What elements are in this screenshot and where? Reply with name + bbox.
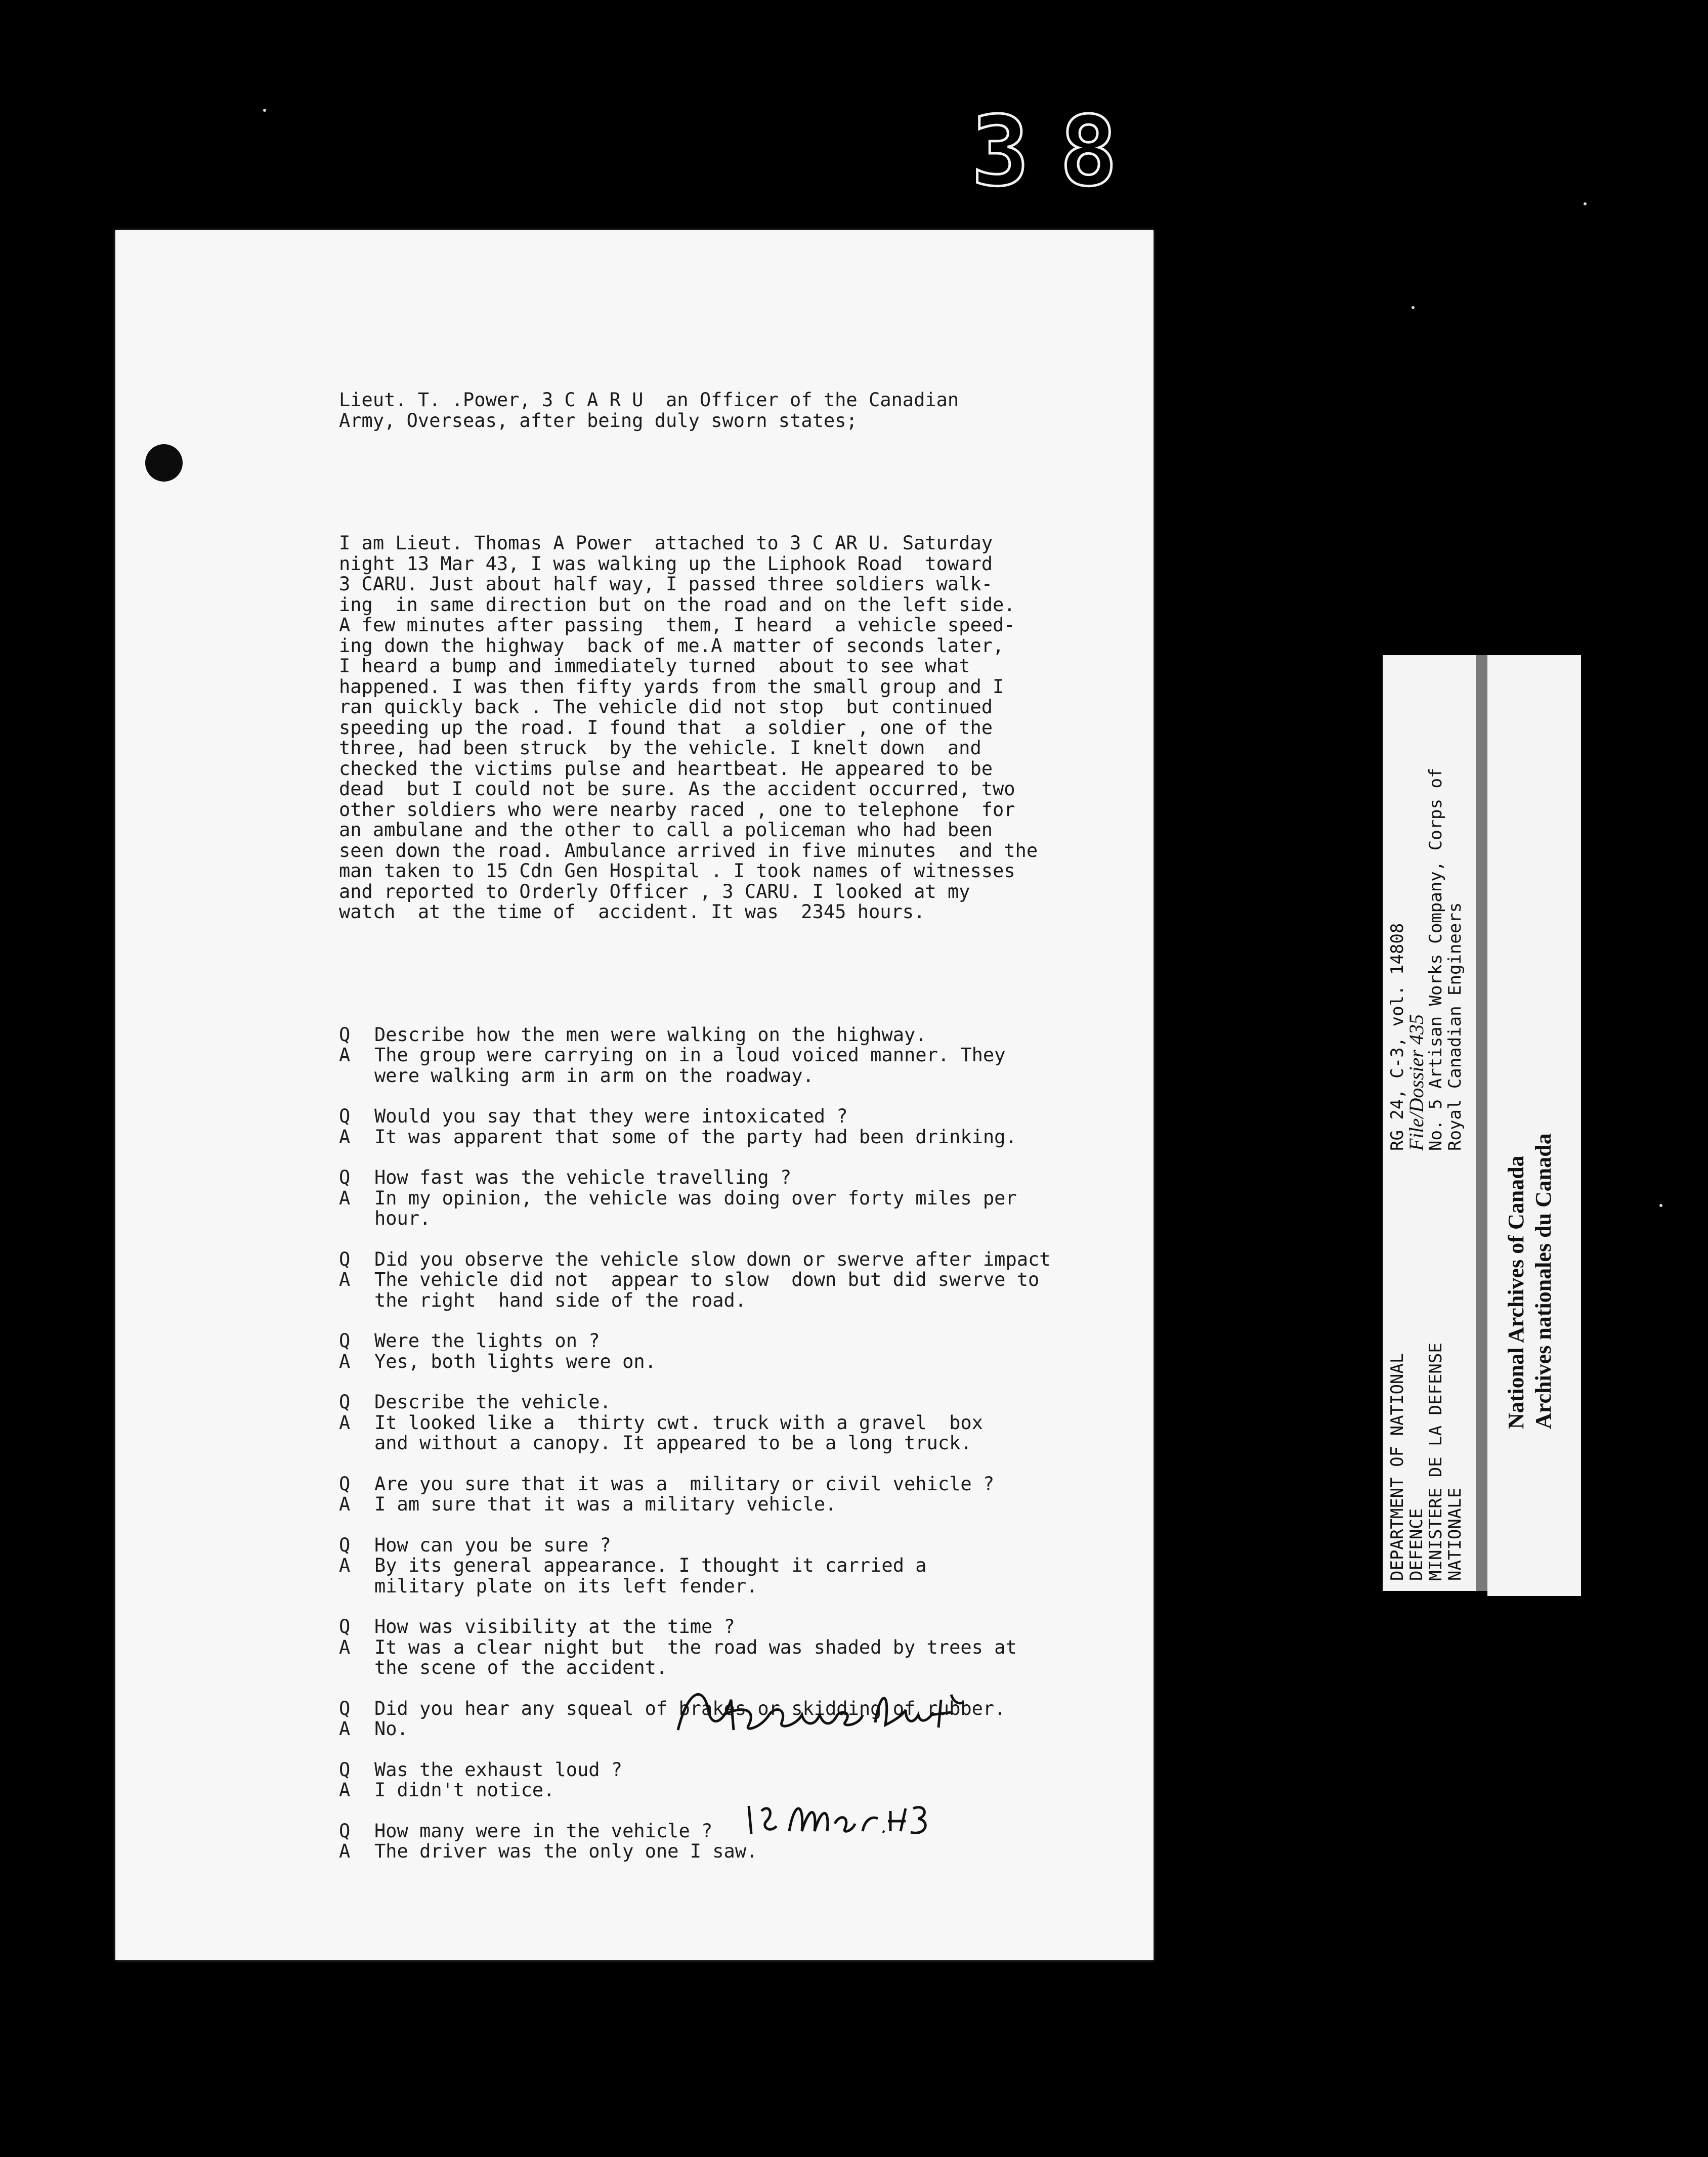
question-marker: Q (339, 1758, 351, 1781)
question-marker: Q (339, 1697, 351, 1719)
answer-text: The vehicle did not appear to slow down but did swerve to the right hand side of the road. (374, 1269, 1040, 1311)
qa-item (339, 1821, 1133, 1862)
question-row (339, 1474, 1133, 1495)
answer-marker: A (339, 1636, 351, 1658)
question-row (339, 1821, 1133, 1842)
answer-marker: A (339, 1269, 351, 1290)
question-row (339, 1249, 1133, 1270)
question-row (339, 1535, 1133, 1556)
qa-item (339, 1474, 1133, 1515)
answer-text: No. (374, 1718, 408, 1740)
question-text: Was the exhaust loud ? (374, 1758, 623, 1781)
answer-text: It looked like a thirty cwt. truck with a gravel box and without a canopy. It appeared to be a long truck. (374, 1411, 983, 1454)
archive-name-en: National Archives of Canada (1504, 1155, 1528, 1429)
qa-item (339, 1106, 1133, 1147)
label-divider (1476, 655, 1488, 1591)
question-marker: Q (339, 1616, 351, 1637)
answer-row (339, 1127, 1133, 1148)
question-marker: Q (339, 1023, 351, 1046)
answer-marker: A (339, 1840, 351, 1862)
archive-name-fr: Archives nationales du Canada (1531, 1133, 1556, 1429)
answer-row (339, 1637, 1133, 1678)
question-row (339, 1025, 1133, 1046)
question-row (339, 1760, 1133, 1781)
qa-item (339, 1168, 1133, 1229)
answer-row (339, 1188, 1133, 1229)
answer-text: I am sure that it was a military vehicle. (374, 1493, 837, 1515)
qa-item (339, 1392, 1133, 1454)
punch-hole (145, 444, 183, 482)
signature (668, 1679, 981, 1740)
question-row (339, 1331, 1133, 1352)
answer-text: I didn't notice. (374, 1779, 555, 1801)
question-marker: Q (339, 1105, 351, 1127)
question-marker: Q (339, 1391, 351, 1413)
answer-marker: A (339, 1411, 351, 1434)
qa-item (339, 1331, 1133, 1372)
question-marker: Q (339, 1473, 351, 1495)
answer-row (339, 1556, 1133, 1597)
answer-text: It was apparent that some of the party had been drinking. (374, 1126, 1017, 1148)
answer-row (339, 1270, 1133, 1311)
qa-item (339, 1535, 1133, 1597)
question-text: How fast was the vehicle travelling ? (374, 1167, 792, 1188)
frame-number: 38 (971, 96, 1148, 207)
statement-text (339, 349, 1133, 1903)
question-text: Were the lights on ? (374, 1330, 600, 1352)
question-marker: Q (339, 1167, 351, 1188)
answer-marker: A (339, 1555, 351, 1576)
answer-row (339, 1780, 1133, 1801)
question-text: Did you observe the vehicle slow down or swerve after impact (374, 1248, 1051, 1270)
answer-marker: A (339, 1718, 351, 1740)
answer-text: In my opinion, the vehicle was doing over forty miles per hour. (374, 1187, 1017, 1229)
question-text: How can you be sure ? (374, 1534, 611, 1556)
question-text: Did you hear any squeal of brakes or skidding of rubber. (374, 1697, 1006, 1719)
answer-row (339, 1045, 1133, 1086)
answer-text: Yes, both lights were on. (374, 1350, 656, 1372)
signature-date (739, 1786, 931, 1841)
answer-row (339, 1494, 1133, 1515)
question-text: How was visibility at the time ? (374, 1616, 735, 1637)
statement-paragraph: I am Lieut. Thomas A Power attached to 3 C AR U. Saturday night 13 Mar 43, I was walking up the Liphook Road toward 3 CARU. Just about half way, I passed three soldiers walk- ing in same direction but on the road and on the left side. A few minutes after passing them, I heard a vehicle speed- ing down the highway back of me.A matter of seconds later, I heard a bump and immediately turned about to see what happened. I was then fifty yards from the small group and I ran quickly back . The vehicle did not stop but continued speeding up the road. I found that a soldier , one of the three, had been struck by the vehicle. I knelt down and checked the victims pulse and heartbeat. He appeared to be dead but I could not be sure. As the accident occurred, two other soldiers who were nearby raced , one to telephone for an ambulane and the other to call a policeman who had been seen down the road. Ambulance arrived in five minutes and the man taken to 15 Cdn Gen Hospital . I took names of witnesses and reported to Orderly Officer , 3 CARU. I looked at my watch at the time of accident. It was 2345 hours. (339, 532, 1038, 923)
answer-marker: A (339, 1187, 351, 1209)
question-marker: Q (339, 1534, 351, 1556)
question-text: Are you sure that it was a military or civil vehicle ? (374, 1473, 995, 1495)
national-archives-label (1487, 655, 1581, 1596)
question-text: Describe the vehicle. (374, 1391, 611, 1413)
answer-text: It was a clear night but the road was shaded by trees at the scene of the accident. (374, 1636, 1017, 1678)
question-text: Would you say that they were intoxicated ? (374, 1105, 848, 1127)
answer-marker: A (339, 1350, 351, 1372)
qa-item (339, 1025, 1133, 1087)
answer-text: The driver was the only one I saw. (374, 1840, 758, 1862)
answer-row (339, 1413, 1133, 1454)
question-text: Describe how the men were walking on the highway. (374, 1023, 927, 1046)
answer-marker: A (339, 1126, 351, 1148)
archival-reference-label (1383, 655, 1476, 1591)
question-marker: Q (339, 1330, 351, 1352)
answer-row (339, 1841, 1133, 1862)
question-row (339, 1392, 1133, 1413)
answer-text: The group were carrying on in a loud voiced manner. They were walking arm in arm on the roadway. (374, 1044, 1006, 1087)
department-lines: DEPARTMENT OF NATIONAL DEFENCE MINISTERE DE LA DEFENSE NATIONALE (1387, 1343, 1465, 1581)
question-row (339, 1617, 1133, 1637)
answer-row (339, 1352, 1133, 1372)
answer-marker: A (339, 1493, 351, 1515)
intro-paragraph: Lieut. T. .Power, 3 C A R U an Officer of the Canadian Army, Overseas, after being duly sworn states; (339, 389, 959, 432)
qa-item (339, 1760, 1133, 1801)
answer-marker: A (339, 1044, 351, 1066)
answer-marker: A (339, 1779, 351, 1801)
answer-text: By its general appearance. I thought it carried a military plate on its left fender. (374, 1555, 927, 1597)
question-marker: Q (339, 1820, 351, 1842)
question-row (339, 1106, 1133, 1127)
qa-item (339, 1617, 1133, 1678)
question-marker: Q (339, 1248, 351, 1270)
record-reference-lines: RG 24, C-3, vol. 14808 File/Dossier 435 No. 5 Artisan Works Company, Corps of Royal Canadian Engineers (1387, 767, 1465, 1151)
question-text: How many were in the vehicle ? (374, 1820, 713, 1842)
qa-item (339, 1249, 1133, 1311)
question-row (339, 1168, 1133, 1188)
